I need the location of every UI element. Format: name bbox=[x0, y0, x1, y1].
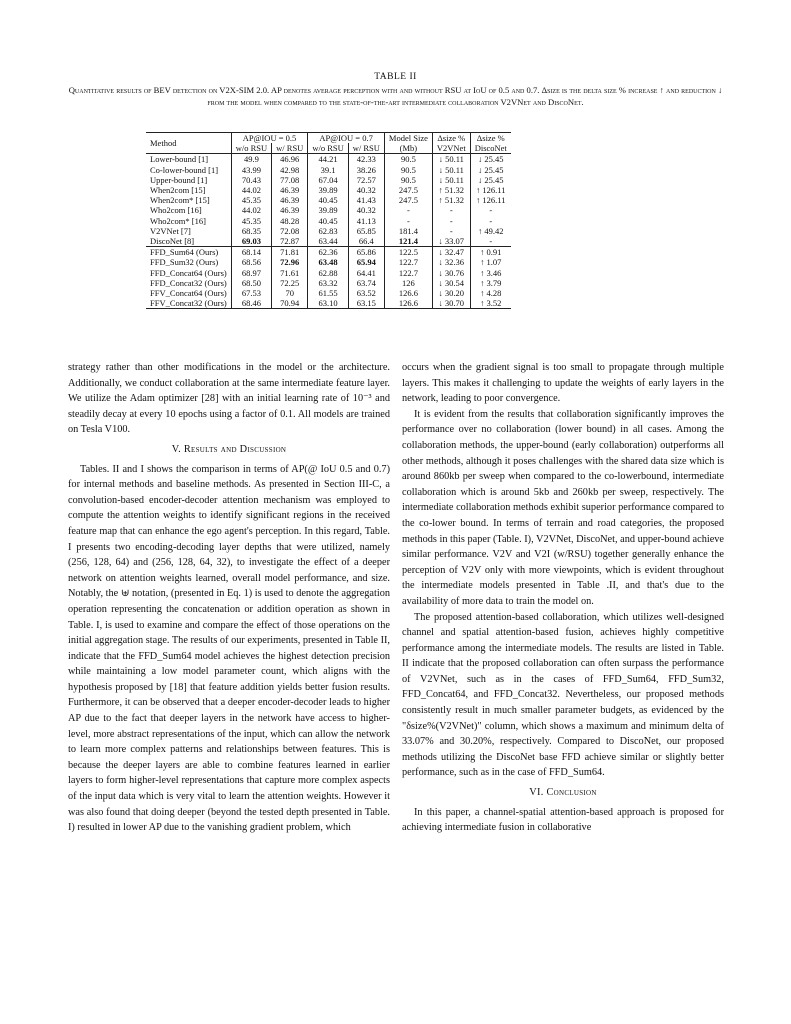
value-cell: 65.86 bbox=[348, 247, 384, 258]
value-cell: 70.94 bbox=[272, 298, 308, 309]
value-cell: ↑ 0.91 bbox=[470, 247, 511, 258]
value-cell: 46.39 bbox=[272, 195, 308, 205]
section-heading-results: V. Results and Discussion bbox=[171, 443, 287, 455]
value-cell: 63.10 bbox=[308, 298, 348, 309]
value-cell: 46.96 bbox=[272, 154, 308, 165]
value-cell: 72.08 bbox=[272, 226, 308, 236]
value-cell: ↑ 126.11 bbox=[470, 195, 511, 205]
value-cell: - bbox=[470, 205, 511, 215]
table-row bbox=[146, 226, 511, 236]
value-cell: ↑ 3.52 bbox=[470, 298, 511, 309]
method-cell: Who2com* [16] bbox=[150, 215, 206, 226]
table-row bbox=[146, 216, 511, 226]
value-cell: 45.35 bbox=[231, 216, 271, 226]
value-cell: 63.32 bbox=[308, 278, 348, 288]
table-row bbox=[146, 278, 511, 288]
value-cell: 181.4 bbox=[384, 226, 432, 236]
value-cell: - bbox=[432, 205, 470, 215]
method-cell: Upper-bound [1] bbox=[150, 174, 208, 185]
value-cell: 63.52 bbox=[348, 288, 384, 298]
value-cell: ↓ 25.45 bbox=[470, 175, 511, 185]
method-cell: FFD_Sum64 (Ours) bbox=[150, 247, 219, 258]
value-cell: ↑ 51.32 bbox=[432, 185, 470, 195]
header-ap05: AP@IOU = 0.5 bbox=[231, 133, 308, 144]
method-cell: V2VNet [7] bbox=[150, 225, 191, 236]
table-row bbox=[146, 185, 511, 195]
value-cell: 45.35 bbox=[231, 195, 271, 205]
value-cell: 70 bbox=[272, 288, 308, 298]
value-cell: 66.4 bbox=[348, 236, 384, 247]
value-cell: 122.5 bbox=[384, 247, 432, 258]
paragraph: Tables. II and I shows the comparison in terms of AP(@ IoU 0.5 and 0.7) for internal methods and baseline methods. As presented in Section III-C, a convolution-based encoder-decoder attention mechanism was employed to compute the attention weights to identify significant regions in the received feature map that can enhance the ego agent's perception. In this regard, Table. I presents two encoding-decoding layer depths that were utilized, namely (256, 128, 64) and (256, 128, 64, 32), to investigate the effect of a deeper network on attention weights learned, overall model performance, and size. Notably, the ⊎ notation, (presented in Eq. 1) is used to denote the aggregation operation representing the concatenation or addition operation as shown in Table. I, is used to examine and compare the effect of those operations on the initial aggregation stage. The results of our experiments, presented in Table II, indicate that the FFD_Sum64 model achieves the highest detection precision while maintaining a low model parameter count, which aligns with the hypothesis proposed by [18] that feature addition yields better fusion results. Furthermore, it can be observed that a deeper encoder-decoder leads to higher AP due to the fact that deeper layers in the network have access to higher-level, more abstract representations of the input, which can allow the network to learn more complex patterns and relationships between features. This is because the deeper layers are able to combine features learned in earlier layers to form higher-level representations that capture more complex aspects of the input data which is very vital to learn the attention weights. However it was also found that doing deeper (beyond the tested depth presented in Table. I) resulted in lower AP due to the vanishing gradient problem, which bbox=[68, 463, 391, 834]
value-cell: 40.45 bbox=[308, 195, 348, 205]
value-cell: 62.36 bbox=[308, 247, 348, 258]
method-cell: FFV_Concat64 (Ours) bbox=[150, 288, 227, 299]
value-cell: 126.6 bbox=[384, 298, 432, 309]
table-row bbox=[146, 195, 511, 205]
value-cell: 126.6 bbox=[384, 288, 432, 298]
value-cell: 40.32 bbox=[348, 185, 384, 195]
value-cell: 121.4 bbox=[384, 236, 432, 247]
method-cell: FFD_Concat32 (Ours) bbox=[150, 277, 227, 288]
value-cell: 40.32 bbox=[348, 205, 384, 215]
header-wo-rsu-05: w/o RSU bbox=[231, 143, 271, 154]
paragraph: The proposed attention-based collaboration, which utilizes well-designed channel and spatial attention-based fusion, achieves highly competitive performance among the intermediate models. The results are listed in Table. II indicate that the proposed collaboration can often surpass the performance of V2VNet, such as in the cases of FFD_Sum64, FFD_Sum32, FFD_Concat64, and FFD_Concat32. Nevertheless, our proposed methods consistently result in much smaller parameter budgets, as evidenced by the "δsize%(V2VNet)" column, which shows a maximum and minimum delta of 33.07% and 30.20%, respectively. Compared to DiscoNet, our proposed methods utilizing the DiscoNet base FFD achieve similar or slightly better performance, such as in the case of FFD_Sum64. bbox=[402, 611, 724, 779]
value-cell: 68.97 bbox=[231, 268, 271, 278]
value-cell: 90.5 bbox=[384, 165, 432, 175]
method-cell: FFV_Concat32 (Ours) bbox=[150, 298, 227, 309]
value-cell: ↓ 50.11 bbox=[432, 175, 470, 185]
header-w-rsu-07: w/ RSU bbox=[348, 143, 384, 154]
value-cell: - bbox=[384, 216, 432, 226]
value-cell: ↓ 25.45 bbox=[470, 154, 511, 165]
value-cell: 63.15 bbox=[348, 298, 384, 309]
value-cell: ↑ 49.42 bbox=[470, 226, 511, 236]
value-cell: 41.13 bbox=[348, 216, 384, 226]
value-cell: ↓ 32.47 bbox=[432, 247, 470, 258]
left-column bbox=[68, 360, 390, 836]
value-cell: 68.50 bbox=[231, 278, 271, 288]
value-cell: 38.26 bbox=[348, 165, 384, 175]
value-cell: 69.03 bbox=[231, 236, 271, 247]
paragraph: occurs when the gradient signal is too small to propagate through multiple layers. This makes it challenging to update the weights of early layers in the network, leading to poor convergence. bbox=[402, 362, 724, 405]
value-cell: ↑ 4.28 bbox=[470, 288, 511, 298]
table-row bbox=[146, 268, 511, 278]
value-cell: 68.35 bbox=[231, 226, 271, 236]
table-row bbox=[146, 257, 511, 267]
value-cell: - bbox=[470, 216, 511, 226]
value-cell: 46.39 bbox=[272, 185, 308, 195]
value-cell: 62.88 bbox=[308, 268, 348, 278]
value-cell: 72.25 bbox=[272, 278, 308, 288]
value-cell: 68.56 bbox=[231, 257, 271, 267]
value-cell: 247.5 bbox=[384, 185, 432, 195]
paragraph: It is evident from the results that collaboration significantly improves the performance over no collaboration (lower bound) in all cases. Among the collaboration methods, the upper-bound (early collaboration) outperforms all other methods, although it poses challenges with the shared data size which is around 860kb per sweep when compared to the co-lowerbound, intermediate collaboration which is around 5kb and 260kb per sweep, respectively. The intermediate collaboration methods exhibit superior performance compared to the co-lower bound. In terms of terrain and road categories, the proposed methods in this paper (Table. I), V2VNet, DiscoNet, and upper-bound achieve similar performance. V2V and V2I (w/RSU) together generally enhance the perception of V2V only with more viewpoints, which is evident throughout the intermediate models presented in Table .II, and that's due to the availability of more data to train the model on. bbox=[402, 408, 724, 607]
header-wo-rsu-07: w/o RSU bbox=[308, 143, 348, 154]
table-row bbox=[146, 165, 511, 175]
paragraph: strategy rather than other modifications in the model or the architecture. Additionally, we conduct collaboration at the same intermediate feature layer. We utilize the Adam optimizer [28] with an initial learning rate of 10⁻³ and steadily decay at every 10 epochs using a factor of 0.1. All models are trained on Tesla V100. bbox=[68, 362, 390, 436]
paragraph: In this paper, a channel-spatial attention-based approach is proposed for achieving intermediate fusion in collaborative bbox=[402, 806, 724, 834]
header-delta-disconet: Δsize % bbox=[470, 133, 511, 144]
value-cell: ↓ 50.11 bbox=[432, 165, 470, 175]
value-cell: 46.39 bbox=[272, 205, 308, 215]
value-cell: ↑ 3.79 bbox=[470, 278, 511, 288]
value-cell: 90.5 bbox=[384, 154, 432, 165]
value-cell: 65.94 bbox=[348, 257, 384, 267]
method-cell: FFD_Concat64 (Ours) bbox=[150, 267, 227, 278]
value-cell: 77.08 bbox=[272, 175, 308, 185]
method-cell: Who2com [16] bbox=[150, 205, 202, 216]
method-cell: When2com* [15] bbox=[150, 195, 210, 206]
value-cell: 42.33 bbox=[348, 154, 384, 165]
header-disconet: DiscoNet bbox=[470, 143, 511, 154]
value-cell: 44.21 bbox=[308, 154, 348, 165]
method-cell: Co-lower-bound [1] bbox=[150, 164, 219, 175]
value-cell: 67.53 bbox=[231, 288, 271, 298]
method-cell: FFD_Sum32 (Ours) bbox=[150, 257, 219, 268]
value-cell: ↓ 33.07 bbox=[432, 236, 470, 247]
right-column bbox=[402, 360, 724, 836]
value-cell: ↑ 3.46 bbox=[470, 268, 511, 278]
method-cell: When2com [15] bbox=[150, 185, 206, 196]
header-method: Method bbox=[150, 138, 177, 149]
value-cell: 64.41 bbox=[348, 268, 384, 278]
value-cell: 44.02 bbox=[231, 205, 271, 215]
value-cell: 70.43 bbox=[231, 175, 271, 185]
value-cell: ↓ 30.70 bbox=[432, 298, 470, 309]
table-row bbox=[146, 298, 511, 309]
value-cell: 72.57 bbox=[348, 175, 384, 185]
section-heading-conclusion: VI. Conclusion bbox=[529, 787, 597, 799]
method-cell: DiscoNet [8] bbox=[150, 236, 195, 247]
header-v2vnet: V2VNet bbox=[432, 143, 470, 154]
table-row bbox=[146, 175, 511, 185]
value-cell: 43.99 bbox=[231, 165, 271, 175]
value-cell: 72.87 bbox=[272, 236, 308, 247]
header-delta-v2vnet: Δsize % bbox=[432, 133, 470, 144]
table-label: TABLE II bbox=[374, 72, 417, 82]
results-table bbox=[146, 132, 511, 309]
value-cell: ↓ 32.36 bbox=[432, 257, 470, 267]
value-cell: 63.44 bbox=[308, 236, 348, 247]
value-cell: 40.45 bbox=[308, 216, 348, 226]
value-cell: 71.81 bbox=[272, 247, 308, 258]
value-cell: 72.96 bbox=[272, 257, 308, 267]
table-row bbox=[146, 247, 511, 258]
header-model-size: Model Size bbox=[384, 133, 432, 144]
value-cell: 39.1 bbox=[308, 165, 348, 175]
value-cell: 61.55 bbox=[308, 288, 348, 298]
value-cell: 122.7 bbox=[384, 257, 432, 267]
table-row bbox=[146, 288, 511, 298]
value-cell: - bbox=[432, 216, 470, 226]
value-cell: 67.04 bbox=[308, 175, 348, 185]
value-cell: 44.02 bbox=[231, 185, 271, 195]
method-cell: Lower-bound [1] bbox=[150, 154, 209, 165]
value-cell: 68.46 bbox=[231, 298, 271, 309]
value-cell: 71.61 bbox=[272, 268, 308, 278]
value-cell: 41.43 bbox=[348, 195, 384, 205]
header-model-size-unit: (Mb) bbox=[384, 143, 432, 154]
header-ap07: AP@IOU = 0.7 bbox=[308, 133, 385, 144]
value-cell: 39.89 bbox=[308, 185, 348, 195]
table-row bbox=[146, 236, 511, 247]
header-w-rsu-05: w/ RSU bbox=[272, 143, 308, 154]
value-cell: 90.5 bbox=[384, 175, 432, 185]
value-cell: ↑ 126.11 bbox=[470, 185, 511, 195]
table-caption: Quantitative results of BEV detection on V2X-SIM 2.0. AP denotes average perception with and without RSU at IoU of 0.5 and 0.7. Δsize is the delta size % increase ↑ and reduction ↓ from the model when compared to the state-of-the-art intermediate collaboration V2VNet and DiscoNet. bbox=[68, 85, 723, 107]
value-cell: 126 bbox=[384, 278, 432, 288]
value-cell: 247.5 bbox=[384, 195, 432, 205]
value-cell: ↓ 50.11 bbox=[432, 154, 470, 165]
value-cell: ↑ 51.32 bbox=[432, 195, 470, 205]
value-cell: - bbox=[432, 226, 470, 236]
value-cell: ↓ 30.76 bbox=[432, 268, 470, 278]
value-cell: 42.98 bbox=[272, 165, 308, 175]
value-cell: 48.28 bbox=[272, 216, 308, 226]
value-cell: 62.83 bbox=[308, 226, 348, 236]
value-cell: 65.85 bbox=[348, 226, 384, 236]
value-cell: ↓ 25.45 bbox=[470, 165, 511, 175]
value-cell: ↓ 30.20 bbox=[432, 288, 470, 298]
table-caption-block bbox=[60, 72, 731, 108]
value-cell: - bbox=[384, 205, 432, 215]
table-row bbox=[146, 154, 511, 165]
value-cell: - bbox=[470, 236, 511, 247]
value-cell: 63.48 bbox=[308, 257, 348, 267]
value-cell: 122.7 bbox=[384, 268, 432, 278]
value-cell: 49.9 bbox=[231, 154, 271, 165]
value-cell: ↑ 1.07 bbox=[470, 257, 511, 267]
value-cell: 68.14 bbox=[231, 247, 271, 258]
table-row bbox=[146, 205, 511, 215]
value-cell: ↓ 30.54 bbox=[432, 278, 470, 288]
value-cell: 63.74 bbox=[348, 278, 384, 288]
value-cell: 39.89 bbox=[308, 205, 348, 215]
